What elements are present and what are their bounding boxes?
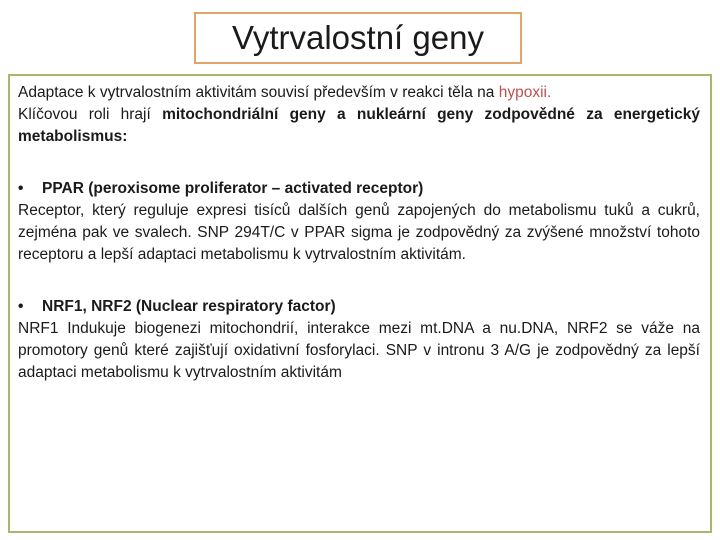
- section-ppar-heading: [18, 178, 700, 200]
- section-nrf-heading: [18, 296, 700, 318]
- section-nrf-title: NRF1, NRF2 (Nuclear respiratory factor): [42, 298, 336, 315]
- intro-paragraph: [18, 82, 700, 148]
- content-box: [8, 74, 712, 533]
- section-nrf-body: NRF1 Indukuje biogenezi mitochondrií, interakce mezi mt.DNA a nu.DNA, NRF2 se váže na promotory genů které zajišťují oxidativní fosforylaci. SNP v intronu 3 A/G je zodpovědný za lepší adaptaci metabolismu k vytrvalostním aktivitám: [18, 320, 700, 381]
- intro-text: Adaptace k vytrvalostním aktivitám souvisí především v reakci těla na: [18, 84, 499, 101]
- slide-title-box: [194, 12, 522, 64]
- intro-line2-bold: mitochondriální geny a nukleární geny zodpovědné za energetický metabolismus:: [18, 106, 700, 145]
- section-ppar-title: PPAR (peroxisome proliferator – activated receptor): [42, 180, 424, 197]
- intro-highlight: hypoxii.: [498, 84, 552, 101]
- intro-line2-prefix: Klíčovou roli hrají: [18, 106, 163, 123]
- section-ppar-body: Receptor, který reguluje expresi tisíců dalších genů zapojených do metabolismu tuků a cukrů, zejména pak ve svalech. SNP 294T/C v PPAR sigma je zodpovědný za zvýšené množství tohoto receptoru a lepší adaptaci metabolismu k vytrvalostním aktivitám.: [18, 202, 700, 263]
- bullet-icon: •: [18, 180, 24, 197]
- bullet-icon: •: [18, 298, 24, 315]
- slide-title: Vytrvalostní geny: [232, 19, 484, 56]
